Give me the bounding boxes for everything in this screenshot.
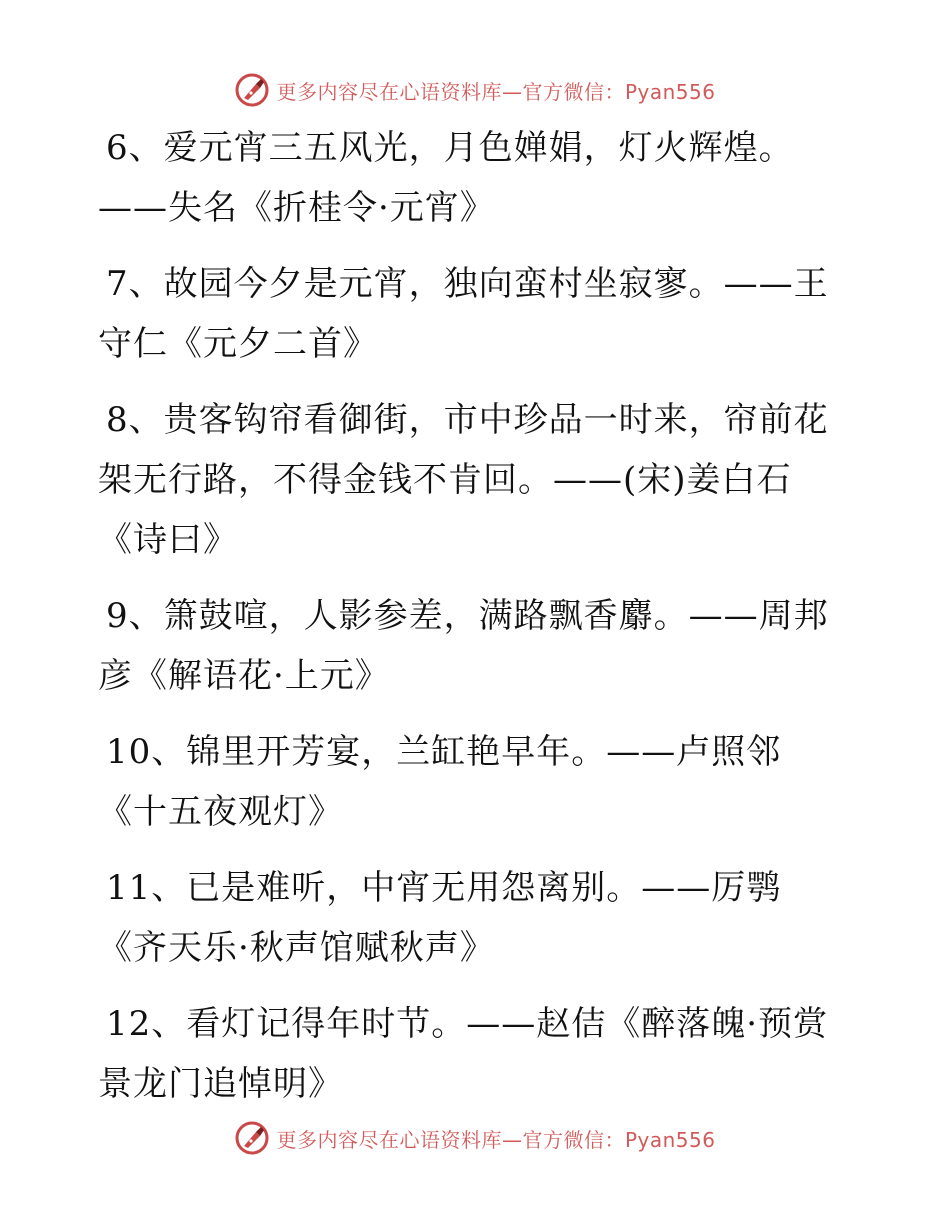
poem-entry-8: 8、贵客钩帘看御街，市中珍品一时来，帘前花架无行路，不得金钱不肯回。——(宋)姜白石《诗曰》 (98, 400, 829, 560)
poem-entry-12: 12、看灯记得年时节。——赵佶《醉落魄·预赏景龙门追悼明》 (98, 1004, 829, 1104)
pen-nib-logo-icon (234, 72, 270, 108)
poem-entry-11: 11、已是难听，中宵无用怨离别。——厉鹗《齐天乐·秋声馆赋秋声》 (98, 868, 782, 968)
poem-entry-9: 9、箫鼓喧，人影参差，满路飘香麝。——周邦彦《解语花·上元》 (98, 596, 829, 696)
header-banner-text: 更多内容尽在心语资料库—官方微信：Pyan556 (276, 79, 716, 104)
poem-entry-6: 6、爱元宵三五风光，月色婵娟，灯火辉煌。——失名《折桂令·元宵》 (98, 128, 794, 228)
footer-banner (0, 1116, 950, 1160)
footer-banner-text: 更多内容尽在心语资料库—官方微信：Pyan556 (276, 1127, 716, 1152)
poem-list (98, 118, 848, 1130)
poem-entry-7: 7、故园今夕是元宵，独向蛮村坐寂寥。——王守仁《元夕二首》 (98, 264, 829, 364)
poem-entry-10: 10、锦里开芳宴，兰缸艳早年。——卢照邻《十五夜观灯》 (98, 732, 782, 832)
pen-nib-logo-icon (234, 1120, 270, 1156)
header-banner (0, 68, 950, 112)
